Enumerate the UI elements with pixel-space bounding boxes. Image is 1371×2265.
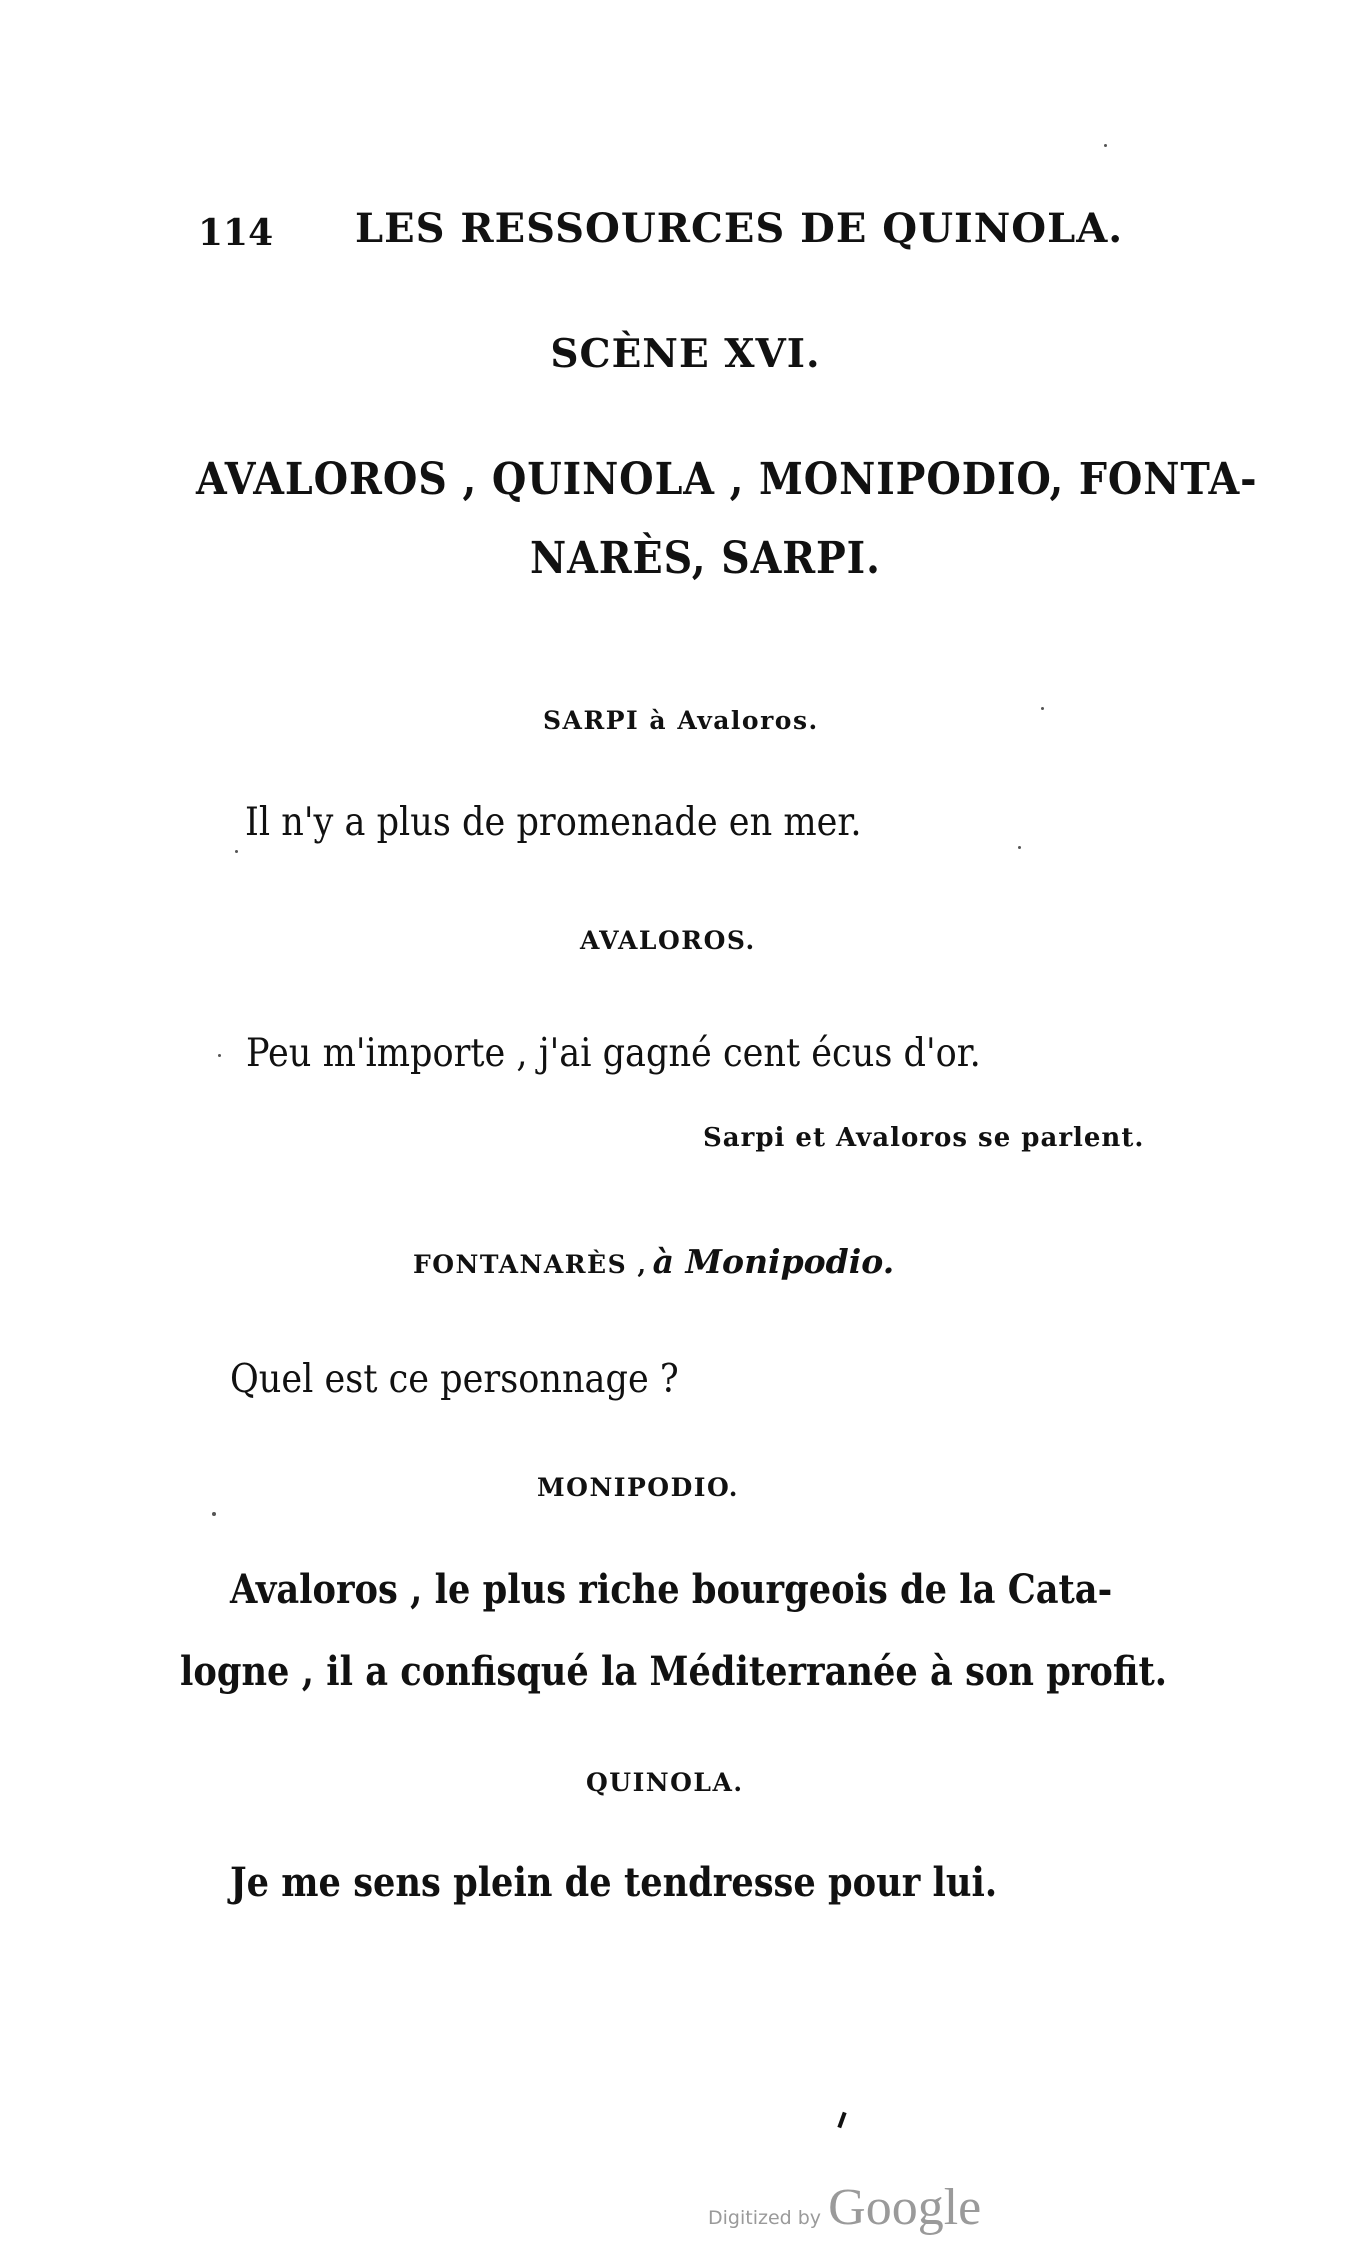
speaker-fontanares-line <box>413 1242 895 1281</box>
speech-sarpi: Il n'y a plus de promenade en mer. <box>245 800 862 845</box>
paper-speck <box>1018 846 1021 849</box>
speech-monipodio-line-1: Avaloros , le plus riche bourgeois de la Cata- <box>230 1566 1113 1613</box>
speaker-quinola: QUINOLA. <box>586 1768 744 1797</box>
characters-list-line-1: AVALOROS , QUINOLA , MONIPODIO, FONTA- <box>196 454 1258 505</box>
google-logo: Google <box>828 2179 982 2236</box>
speech-monipodio-line-2: logne , il a confisqué la Méditerranée à son profit. <box>180 1648 1167 1695</box>
scene-title: SCÈNE XVI. <box>550 331 821 377</box>
speech-quinola: Je me sens plein de tendresse pour lui. <box>230 1859 998 1906</box>
paper-speck <box>218 1054 221 1057</box>
ink-mark <box>837 2112 846 2128</box>
digitization-watermark <box>708 2178 981 2237</box>
running-title: LES RESSOURCES DE QUINOLA. <box>355 205 1124 252</box>
characters-list-line-2: NARÈS, SARPI. <box>530 533 881 584</box>
speaker-target: à Monipodio. <box>652 1242 895 1281</box>
paper-speck <box>1104 144 1107 147</box>
speech-fontanares: Quel est ce personnage ? <box>230 1357 679 1402</box>
speaker-avaloros: AVALOROS. <box>580 926 756 955</box>
paper-speck <box>235 850 238 853</box>
page-number: 114 <box>198 212 274 254</box>
watermark-prefix: Digitized by <box>708 2207 822 2229</box>
speaker-monipodio: MONIPODIO. <box>537 1473 739 1502</box>
stage-direction: Sarpi et Avaloros se parlent. <box>703 1123 1145 1153</box>
speaker-fontanares: FONTANARÈS , <box>413 1250 648 1279</box>
paper-speck <box>1041 707 1044 710</box>
speaker-sarpi: SARPI à Avaloros. <box>543 706 819 735</box>
paper-speck <box>212 1512 216 1516</box>
speech-avaloros: Peu m'importe , j'ai gagné cent écus d'or. <box>246 1031 981 1076</box>
